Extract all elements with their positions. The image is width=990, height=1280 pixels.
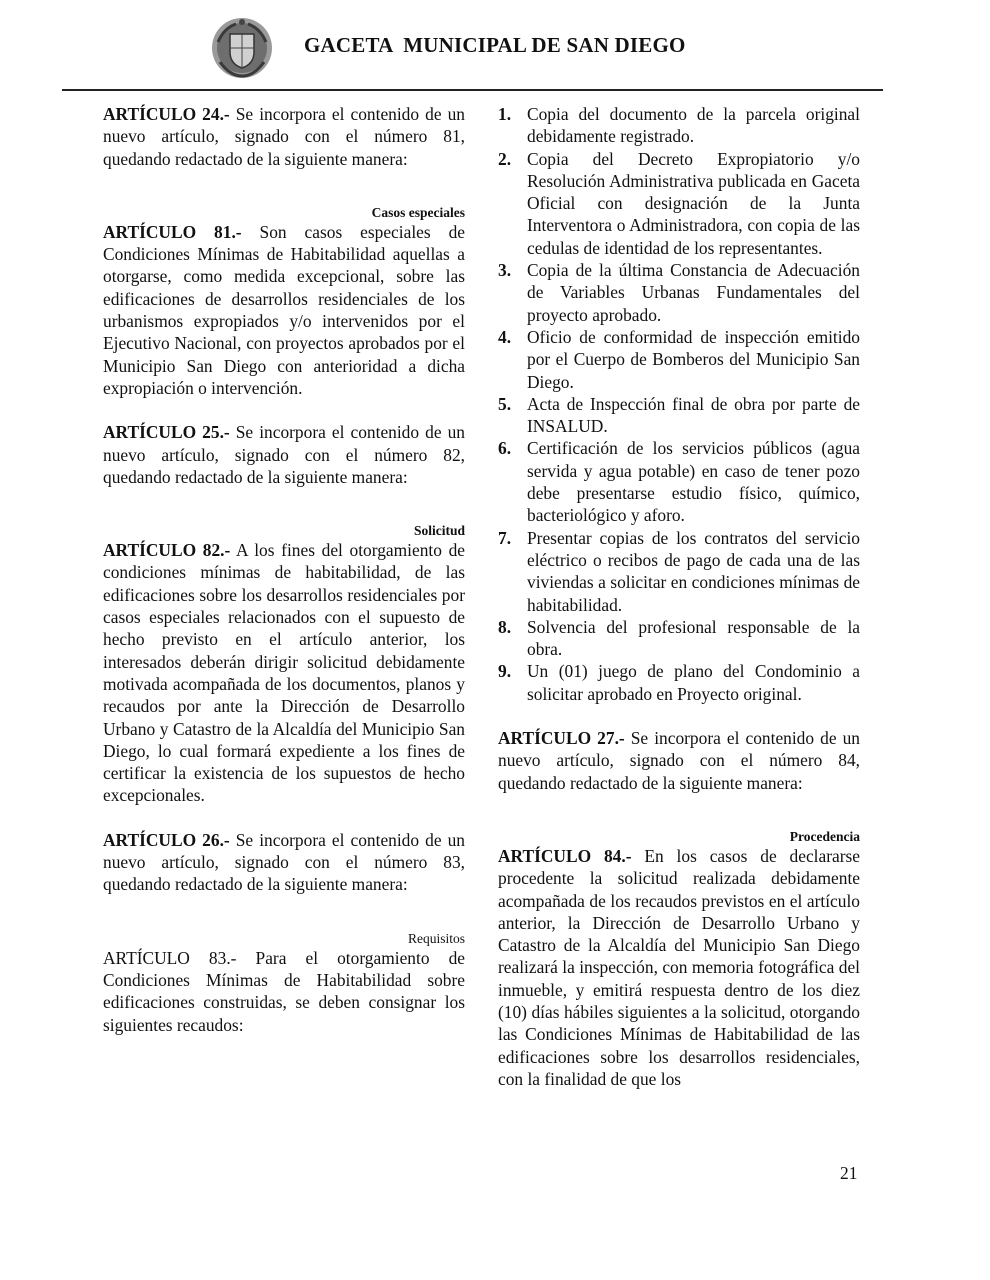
article-26 <box>103 829 465 896</box>
article-83: ARTÍCULO 83.- Para el otorgamiento de Condiciones Mínimas de Habitabilidad sobre edificaciones construidas, se deben consignar los siguientes recaudos: <box>103 947 465 1035</box>
list-number: 8. <box>498 616 512 637</box>
requirements-list <box>498 103 860 705</box>
coat-of-arms-icon <box>210 16 274 80</box>
gazette-title: GACETA MUNICIPAL DE SAN DIEGO <box>304 33 686 57</box>
list-number: 3. <box>498 260 512 281</box>
list-text: Copia del Decreto Expropiatorio y/o Resolución Administrativa publicada en Gaceta Oficial con designación de la Junta Interventora o Administradora, con copia de las cedulas de identidad de los representantes. <box>527 148 860 258</box>
article-84 <box>498 845 860 1090</box>
list-item <box>498 259 860 326</box>
article-text: Se incorpora el contenido de un nuevo artículo, signado con el número 81, quedando redactado de la siguiente manera: <box>103 104 465 169</box>
list-text: Un (01) juego de plano del Condominio a solicitar aprobado en Proyecto original. <box>527 661 860 704</box>
article-text: Se incorpora el contenido de un nuevo artículo, signado con el número 84, quedando redactado de la siguiente manera: <box>498 728 860 793</box>
article-82 <box>103 539 465 807</box>
list-text: Solvencia del profesional responsable de la obra. <box>527 616 860 660</box>
article-81 <box>103 221 465 399</box>
left-column <box>103 103 465 1036</box>
list-item <box>498 660 860 705</box>
list-number: 2. <box>498 148 512 169</box>
list-item <box>498 148 860 259</box>
article-text: A los fines del otorgamiento de condiciones mínimas de habitabilidad, de las edificaciones sobre los desarrollos residenciales por casos especiales relacionados con el supuesto de hecho previsto en el artículo anterior, los interesados deberán dirigir solicitud debidamente motivada acompañada de los documentos, planos y recaudos por ante la Dirección de Desarrollo Urbano y Catastro de la Alcaldía del Municipio San Diego, lo cual formará expediente a los fines de certificar la existencia de los supuestos de hecho excepcionales. <box>103 540 465 806</box>
article-24 <box>103 103 465 170</box>
article-text: Se incorpora el contenido de un nuevo artículo, signado con el número 82, quedando redactado de la siguiente manera: <box>103 422 465 487</box>
list-item <box>498 527 860 616</box>
list-text: Certificación de los servicios públicos (agua servida y agua potable) en caso de tener pozo debe presentarse estudio físico, químico, bacteriológico y aforo. <box>527 438 860 526</box>
article-heading: ARTÍCULO 25.- <box>103 422 230 443</box>
list-item <box>498 437 860 526</box>
right-column <box>498 103 860 1090</box>
page-number: 21 <box>840 1163 858 1183</box>
side-title-procedencia: Procedencia <box>789 828 860 844</box>
list-item <box>498 103 860 148</box>
list-number: 9. <box>498 661 512 682</box>
side-title-solicitud: Solicitud <box>413 523 465 539</box>
side-title-requisitos: Requisitos <box>407 930 465 946</box>
article-heading: ARTÍCULO 27.- <box>498 728 625 749</box>
list-text: Copia del documento de la parcela original debidamente registrado. <box>527 104 860 147</box>
article-text: Son casos especiales de Condiciones Mínimas de Habitabilidad aquellas a otorgarse, como medida excepcional, sobre las edificaciones de desarrollos residenciales de los urbanismos expropiados y/o intervenidos por el Ejecutivo Nacional, con proyectos aprobados por el Municipio San Diego con anterioridad a dicha expropiación o intervención. <box>103 221 465 398</box>
list-number: 7. <box>498 527 512 548</box>
page-header <box>0 0 990 92</box>
article-text: En los casos de declararse procedente la solicitud realizada debidamente acompañada de los recaudos previstos en el artículo anterior, la Dirección de Desarrollo Urbano y Catastro de la Alcaldía del Municipio San Diego realizará la inspección, con memoria fotográfica del inmueble, y emitirá respuesta dentro de los diez (10) días hábiles siguientes a la solicitud, otorgando las Condiciones Mínimas de Habitabilidad de las edificaciones sobre los desarrollos residenciales, con la finalidad de que los <box>498 845 860 1089</box>
list-number: 4. <box>498 326 512 347</box>
list-text: Acta de Inspección final de obra por parte de INSALUD. <box>527 393 860 437</box>
article-27 <box>498 727 860 794</box>
article-heading: ARTÍCULO 26.- <box>103 829 230 850</box>
list-number: 1. <box>498 104 512 124</box>
list-item <box>498 393 860 438</box>
list-number: 5. <box>498 393 512 414</box>
list-text: Copia de la última Constancia de Adecuación de Variables Urbanas Fundamentales del proyecto aprobado. <box>527 260 860 325</box>
list-item <box>498 616 860 661</box>
article-heading: ARTÍCULO 81.- <box>103 221 242 242</box>
list-item <box>498 326 860 393</box>
side-title-casos-especiales: Casos especiales <box>371 204 465 220</box>
article-25 <box>103 421 465 488</box>
list-number: 6. <box>498 438 512 459</box>
list-text: Presentar copias de los contratos del servicio eléctrico o recibos de pago de cada una de las viviendas a solicitar en condiciones mínimas de habitabilidad. <box>527 527 860 615</box>
header-divider <box>62 89 883 91</box>
article-text: Se incorpora el contenido de un nuevo artículo, signado con el número 83, quedando redactado de la siguiente manera: <box>103 829 465 895</box>
article-heading: ARTÍCULO 82.- <box>103 540 231 561</box>
list-text: Oficio de conformidad de inspección emitido por el Cuerpo de Bomberos del Municipio San Diego. <box>527 326 860 392</box>
article-heading: ARTÍCULO 84.- <box>498 845 632 866</box>
article-heading: ARTÍCULO 24.- <box>103 104 230 124</box>
